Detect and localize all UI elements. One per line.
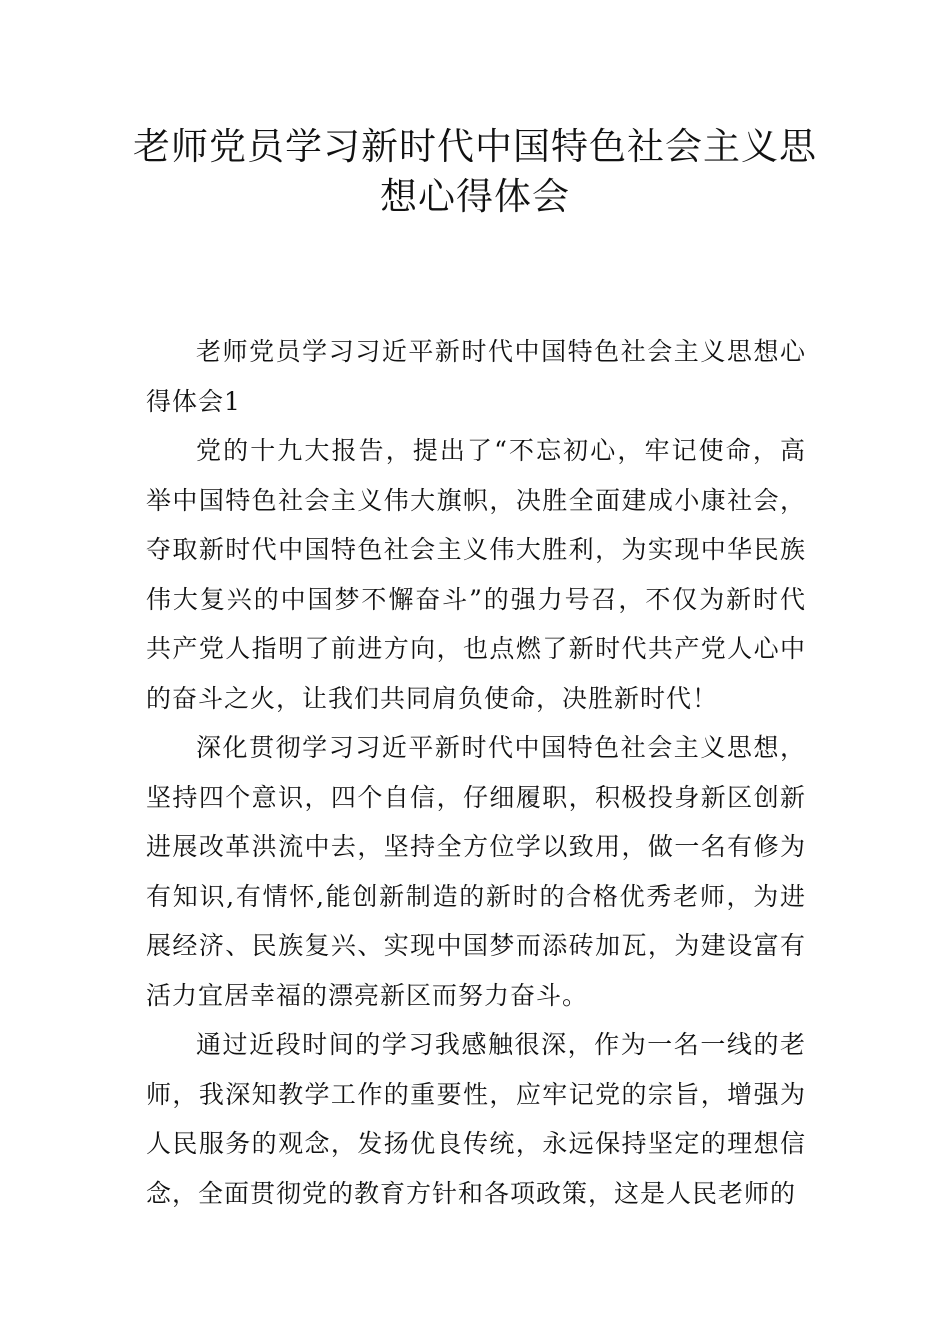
paragraph: 深化贯彻学习习近平新时代中国特色社会主义思想，坚持四个意识，四个自信，仔细履职，积极投身新区创新进展改革洪流中去，坚持全方位学以致用，做一名有修为有知识,有情怀,能创新制造的新时的合格优秀老师，为进展经济、民族复兴、实现中国梦而添砖加瓦，为建设富有活力宜居幸福的漂亮新区而努力奋斗。 — [146, 733, 806, 1010]
paragraph: 党的十九大报告，提出了“不忘初心，牢记使命，高举中国特色社会主义伟大旗帜，决胜全面建成小康社会，夺取新时代中国特色社会主义伟大胜利，为实现中华民族伟大复兴的中国梦不懈奋斗”的强力号召，不仅为新时代共产党人指明了前进方向，也点燃了新时代共产党人心中的奋斗之火，让我们共同肩负使命，决胜新时代！ — [146, 436, 806, 713]
paragraph-heading: 老师党员学习习近平新时代中国特色社会主义思想心得体会1 — [146, 337, 806, 416]
paragraph: 通过近段时间的学习我感触很深，作为一名一线的老师，我深知教学工作的重要性，应牢记党的宗旨，增强为人民服务的观念，发扬优良传统，永远保持坚定的理想信念，全面贯彻党的教育方针和各项政策，这是人民老师的 — [146, 1030, 806, 1208]
document-title: 老师党员学习新时代中国特色社会主义思想心得体会 — [133, 125, 817, 218]
document-body — [146, 327, 806, 1218]
